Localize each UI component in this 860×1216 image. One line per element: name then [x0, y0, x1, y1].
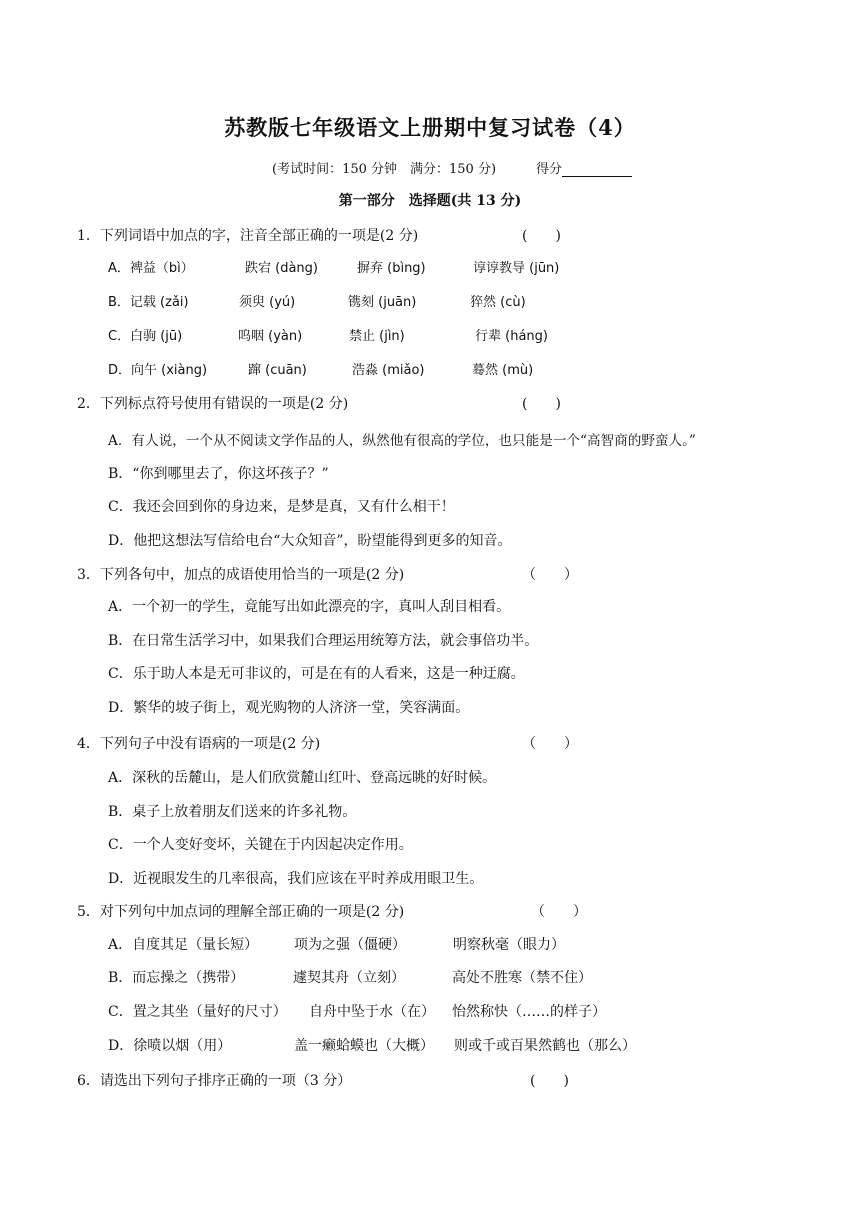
option-cell: 跌宕 (dàng) [245, 261, 318, 276]
option-cell: D．徐喷以烟（用） [108, 1038, 232, 1054]
option-cell: 项为之强（僵硬） [294, 937, 406, 953]
answer-paren: （ ） [522, 567, 578, 583]
option-line: C．我还会回到你的身边来，是梦是真，又有什么相干！ [108, 499, 455, 515]
option-cell: A．裨益（bì） [108, 261, 194, 276]
option-cell: 则或千或百果然鹤也（那么） [454, 1038, 636, 1054]
option-cell: 行辈 (háng) [475, 329, 548, 344]
option-line: A．深秋的岳麓山，是人们欣赏麓山红叶、登高远眺的好时候。 [108, 770, 497, 786]
exam-info [272, 158, 632, 177]
answer-paren: （ ） [531, 904, 587, 920]
option-cell: 谆谆教导 (jūn) [473, 261, 560, 276]
option-cell: 自舟中坠于水（在） [309, 1004, 435, 1020]
option-cell: C．置之其坐（量好的尺寸） [108, 1004, 287, 1020]
option-cell: 禁止 (jìn) [349, 329, 405, 344]
option-cell: B．记载 (zǎi) [108, 295, 189, 310]
answer-paren: ( ) [530, 1073, 569, 1089]
option-cell: B．而忘操之（携带） [108, 970, 245, 986]
option-line: D．他把这想法写信给电台“大众知音”，盼望能得到更多的知音。 [108, 533, 512, 549]
option-cell: 蹿 (cuān) [248, 363, 307, 378]
option-line: C．乐于助人本是无可非议的，可是在有的人看来，这是一种迂腐。 [108, 666, 525, 682]
option-cell: 怡然称快（……的样子） [452, 1004, 606, 1020]
option-line: C．一个人变好变坏，关键在于内因起决定作用。 [108, 837, 413, 853]
question-stem: 5．对下列句中加点词的理解全部正确的一项是(2 分) [77, 904, 405, 920]
exam-info-text: (考试时间：150 分钟 满分：150 分) [272, 162, 497, 177]
answer-paren: （ ） [522, 736, 578, 752]
answer-paren: ( ) [522, 228, 561, 244]
score-label: 得分 [536, 162, 563, 177]
option-line: B．“你到哪里去了，你这坏孩子？” [108, 466, 329, 482]
option-cell: 明察秋毫（眼力） [453, 937, 565, 953]
option-cell: C．白驹 (jū) [108, 329, 183, 344]
option-cell: A．自度其足（量长短） [108, 937, 259, 953]
option-line: B．在日常生活学习中，如果我们合理运用统筹方法，就会事倍功半。 [108, 633, 539, 649]
option-line: D．繁华的坡子街上，观光购物的人济济一堂，笑容满面。 [108, 700, 470, 716]
option-cell: 猝然 (cù) [470, 295, 526, 310]
option-cell: 盖一癞蛤蟆也（大概） [294, 1038, 434, 1054]
option-cell: 摒弃 (bìng) [357, 261, 426, 276]
option-cell: 须臾 (yú) [239, 295, 296, 310]
option-line: A．有人说，一个从不阅读文学作品的人，纵然他有很高的学位，也只能是一个“高智商的野蛮人。” [108, 433, 696, 449]
answer-paren: ( ) [522, 396, 561, 412]
score-blank [562, 164, 632, 177]
option-cell: 蓦然 (mù) [472, 363, 534, 378]
question-stem: 4．下列句子中没有语病的一项是(2 分) [77, 736, 321, 752]
option-cell: 遽契其舟（立刻） [293, 970, 405, 986]
option-line: D．近视眼发生的几率很高，我们应该在平时养成用眼卫生。 [108, 871, 484, 887]
option-cell: 镌刻 (juān) [348, 295, 417, 310]
option-cell: 呜咽 (yàn) [238, 329, 303, 344]
option-line: A．一个初一的学生，竟能写出如此漂亮的字，真叫人刮目相看。 [108, 599, 511, 615]
option-cell: 浩淼 (miǎo) [352, 363, 425, 378]
question-stem: 6．请选出下列句子排序正确的一项（3 分） [77, 1073, 352, 1089]
question-stem: 3．下列各句中，加点的成语使用恰当的一项是(2 分) [77, 567, 405, 583]
question-stem: 2．下列标点符号使用有错误的一项是(2 分) [77, 396, 349, 412]
option-cell: 高处不胜寒（禁不住） [452, 970, 592, 986]
option-line: B．桌子上放着朋友们送来的许多礼物。 [108, 804, 357, 820]
section-heading: 第一部分 选择题(共 13 分) [338, 193, 522, 209]
page-title: 苏教版七年级语文上册期中复习试卷（4） [224, 115, 636, 140]
question-stem: 1．下列词语中加点的字，注音全部正确的一项是(2 分) [77, 228, 419, 244]
option-cell: D．向午 (xiàng) [108, 363, 208, 378]
